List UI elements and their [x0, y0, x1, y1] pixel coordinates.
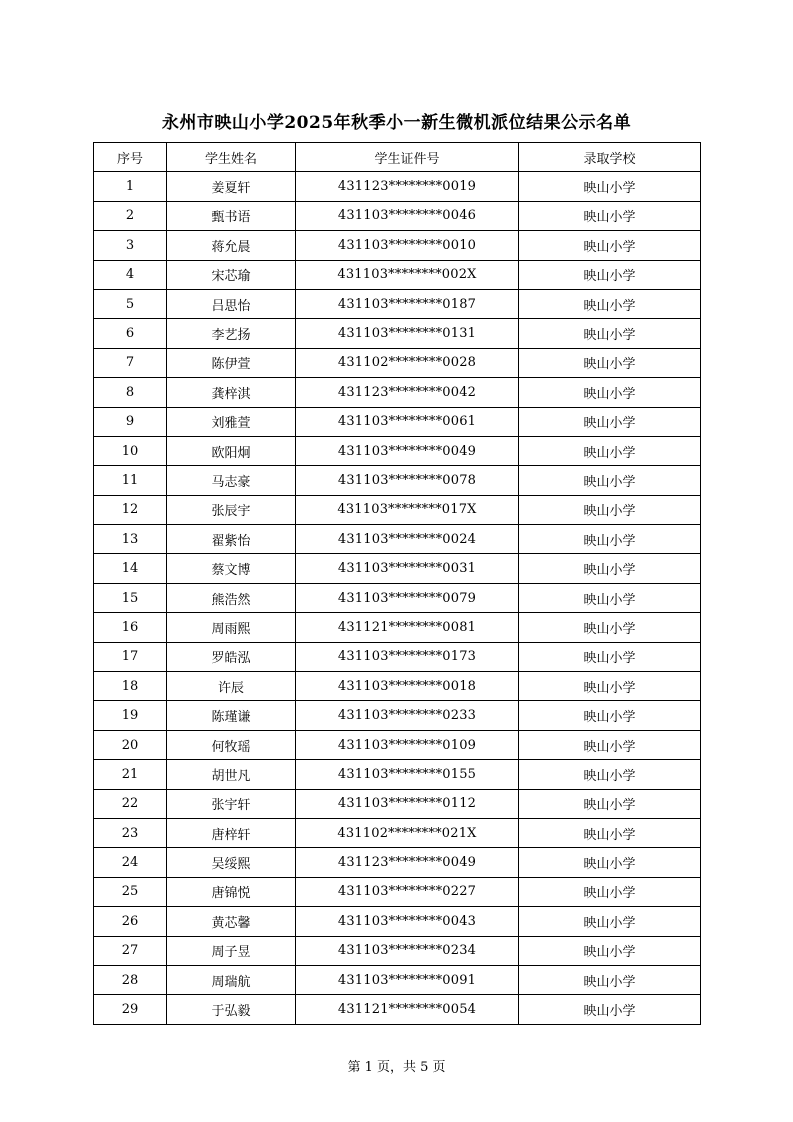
- cell-student-name: 翟紫怡: [167, 525, 296, 554]
- cell-school: 映山小学: [519, 936, 701, 965]
- cell-index: 10: [94, 436, 167, 465]
- cell-school: 映山小学: [519, 583, 701, 612]
- cell-student-id: 431103********0234: [296, 936, 519, 965]
- cell-index: 12: [94, 495, 167, 524]
- cell-student-id: 431103********0112: [296, 789, 519, 818]
- cell-student-id: 431103********0233: [296, 701, 519, 730]
- table-row: [94, 818, 701, 847]
- cell-index: 1: [94, 172, 167, 201]
- cell-school: 映山小学: [519, 201, 701, 230]
- cell-school: 映山小学: [519, 701, 701, 730]
- cell-student-name: 黄芯馨: [167, 907, 296, 936]
- table-row: [94, 172, 701, 201]
- cell-student-id: 431102********021X: [296, 818, 519, 847]
- cell-school: 映山小学: [519, 319, 701, 348]
- table-header-row: [94, 143, 701, 172]
- cell-index: 18: [94, 672, 167, 701]
- table-row: [94, 613, 701, 642]
- cell-student-id: 431103********0061: [296, 407, 519, 436]
- cell-student-id: 431121********0081: [296, 613, 519, 642]
- cell-school: 映山小学: [519, 907, 701, 936]
- cell-student-name: 马志豪: [167, 466, 296, 495]
- column-header-index: 序号: [94, 143, 167, 172]
- cell-student-id: 431123********0042: [296, 378, 519, 407]
- cell-student-id: 431103********0018: [296, 672, 519, 701]
- cell-student-name: 唐梓轩: [167, 818, 296, 847]
- cell-student-name: 甄书语: [167, 201, 296, 230]
- cell-school: 映山小学: [519, 965, 701, 994]
- cell-student-name: 欧阳炯: [167, 436, 296, 465]
- cell-student-id: 431103********017X: [296, 495, 519, 524]
- table-row: [94, 319, 701, 348]
- cell-school: 映山小学: [519, 760, 701, 789]
- cell-student-id: 431123********0049: [296, 848, 519, 877]
- cell-index: 11: [94, 466, 167, 495]
- cell-student-name: 姜夏轩: [167, 172, 296, 201]
- cell-index: 22: [94, 789, 167, 818]
- cell-index: 2: [94, 201, 167, 230]
- cell-index: 13: [94, 525, 167, 554]
- table-row: [94, 378, 701, 407]
- cell-student-id: 431103********0010: [296, 231, 519, 260]
- cell-student-name: 陈伊萱: [167, 348, 296, 377]
- cell-school: 映山小学: [519, 818, 701, 847]
- cell-student-name: 张辰宇: [167, 495, 296, 524]
- cell-school: 映山小学: [519, 995, 701, 1024]
- cell-student-id: 431103********0173: [296, 642, 519, 671]
- cell-school: 映山小学: [519, 466, 701, 495]
- cell-school: 映山小学: [519, 172, 701, 201]
- table-row: [94, 701, 701, 730]
- table-row: [94, 495, 701, 524]
- table-row: [94, 965, 701, 994]
- cell-school: 映山小学: [519, 730, 701, 759]
- cell-student-name: 周雨熙: [167, 613, 296, 642]
- cell-student-name: 蔡文博: [167, 554, 296, 583]
- cell-student-name: 陈瑾谦: [167, 701, 296, 730]
- cell-student-id: 431103********0109: [296, 730, 519, 759]
- cell-student-name: 吕思怡: [167, 289, 296, 318]
- cell-index: 17: [94, 642, 167, 671]
- table-row: [94, 995, 701, 1024]
- table-row: [94, 760, 701, 789]
- cell-student-id: 431103********0049: [296, 436, 519, 465]
- table-row: [94, 466, 701, 495]
- table-row: [94, 525, 701, 554]
- table-row: [94, 907, 701, 936]
- cell-school: 映山小学: [519, 672, 701, 701]
- cell-school: 映山小学: [519, 554, 701, 583]
- cell-index: 9: [94, 407, 167, 436]
- cell-student-name: 许辰: [167, 672, 296, 701]
- cell-index: 21: [94, 760, 167, 789]
- table-row: [94, 407, 701, 436]
- cell-student-id: 431103********002X: [296, 260, 519, 289]
- cell-student-name: 龚梓淇: [167, 378, 296, 407]
- cell-index: 27: [94, 936, 167, 965]
- cell-index: 8: [94, 378, 167, 407]
- table-row: [94, 936, 701, 965]
- cell-index: 23: [94, 818, 167, 847]
- cell-student-name: 何牧瑶: [167, 730, 296, 759]
- cell-school: 映山小学: [519, 642, 701, 671]
- table-row: [94, 672, 701, 701]
- cell-student-id: 431103********0131: [296, 319, 519, 348]
- page-footer: 第 1 页，共 5 页: [347, 1060, 446, 1075]
- cell-school: 映山小学: [519, 407, 701, 436]
- cell-student-name: 宋芯瑜: [167, 260, 296, 289]
- cell-index: 19: [94, 701, 167, 730]
- cell-student-name: 熊浩然: [167, 583, 296, 612]
- cell-school: 映山小学: [519, 289, 701, 318]
- cell-index: 20: [94, 730, 167, 759]
- cell-student-id: 431103********0079: [296, 583, 519, 612]
- cell-student-id: 431103********0155: [296, 760, 519, 789]
- table-row: [94, 348, 701, 377]
- table-row: [94, 583, 701, 612]
- cell-student-name: 胡世凡: [167, 760, 296, 789]
- cell-school: 映山小学: [519, 231, 701, 260]
- admission-results-table: [93, 142, 701, 1025]
- cell-student-name: 罗皓泓: [167, 642, 296, 671]
- cell-student-name: 李艺扬: [167, 319, 296, 348]
- cell-student-id: 431123********0019: [296, 172, 519, 201]
- cell-school: 映山小学: [519, 848, 701, 877]
- cell-index: 29: [94, 995, 167, 1024]
- cell-index: 7: [94, 348, 167, 377]
- table-row: [94, 289, 701, 318]
- table-row: [94, 642, 701, 671]
- cell-student-name: 刘雅萱: [167, 407, 296, 436]
- table-row: [94, 848, 701, 877]
- table-row: [94, 877, 701, 906]
- cell-student-name: 唐锦悦: [167, 877, 296, 906]
- cell-school: 映山小学: [519, 877, 701, 906]
- cell-student-name: 蒋允晨: [167, 231, 296, 260]
- cell-student-id: 431102********0028: [296, 348, 519, 377]
- table-row: [94, 201, 701, 230]
- table-row: [94, 436, 701, 465]
- cell-school: 映山小学: [519, 348, 701, 377]
- table-body: [94, 172, 701, 1024]
- cell-student-id: 431103********0227: [296, 877, 519, 906]
- cell-index: 14: [94, 554, 167, 583]
- cell-student-id: 431103********0091: [296, 965, 519, 994]
- cell-student-id: 431121********0054: [296, 995, 519, 1024]
- cell-student-id: 431103********0043: [296, 907, 519, 936]
- cell-index: 24: [94, 848, 167, 877]
- cell-student-name: 周子昱: [167, 936, 296, 965]
- cell-index: 26: [94, 907, 167, 936]
- page-title: 永州市映山小学2025年秋季小一新生微机派位结果公示名单: [161, 113, 632, 133]
- cell-index: 15: [94, 583, 167, 612]
- cell-school: 映山小学: [519, 789, 701, 818]
- cell-school: 映山小学: [519, 613, 701, 642]
- cell-school: 映山小学: [519, 378, 701, 407]
- column-header-id: 学生证件号: [296, 143, 519, 172]
- cell-student-name: 周瑞航: [167, 965, 296, 994]
- cell-school: 映山小学: [519, 436, 701, 465]
- cell-index: 28: [94, 965, 167, 994]
- cell-student-id: 431103********0046: [296, 201, 519, 230]
- table-row: [94, 231, 701, 260]
- cell-index: 6: [94, 319, 167, 348]
- table-row: [94, 789, 701, 818]
- cell-school: 映山小学: [519, 495, 701, 524]
- cell-student-id: 431103********0078: [296, 466, 519, 495]
- cell-school: 映山小学: [519, 525, 701, 554]
- table-row: [94, 730, 701, 759]
- table-row: [94, 260, 701, 289]
- cell-index: 5: [94, 289, 167, 318]
- cell-index: 3: [94, 231, 167, 260]
- cell-student-name: 张宇轩: [167, 789, 296, 818]
- cell-student-name: 吴绥熙: [167, 848, 296, 877]
- cell-student-id: 431103********0024: [296, 525, 519, 554]
- cell-index: 16: [94, 613, 167, 642]
- cell-index: 4: [94, 260, 167, 289]
- cell-school: 映山小学: [519, 260, 701, 289]
- column-header-school: 录取学校: [519, 143, 701, 172]
- cell-index: 25: [94, 877, 167, 906]
- cell-student-id: 431103********0187: [296, 289, 519, 318]
- column-header-name: 学生姓名: [167, 143, 296, 172]
- table-row: [94, 554, 701, 583]
- cell-student-id: 431103********0031: [296, 554, 519, 583]
- cell-student-name: 于弘毅: [167, 995, 296, 1024]
